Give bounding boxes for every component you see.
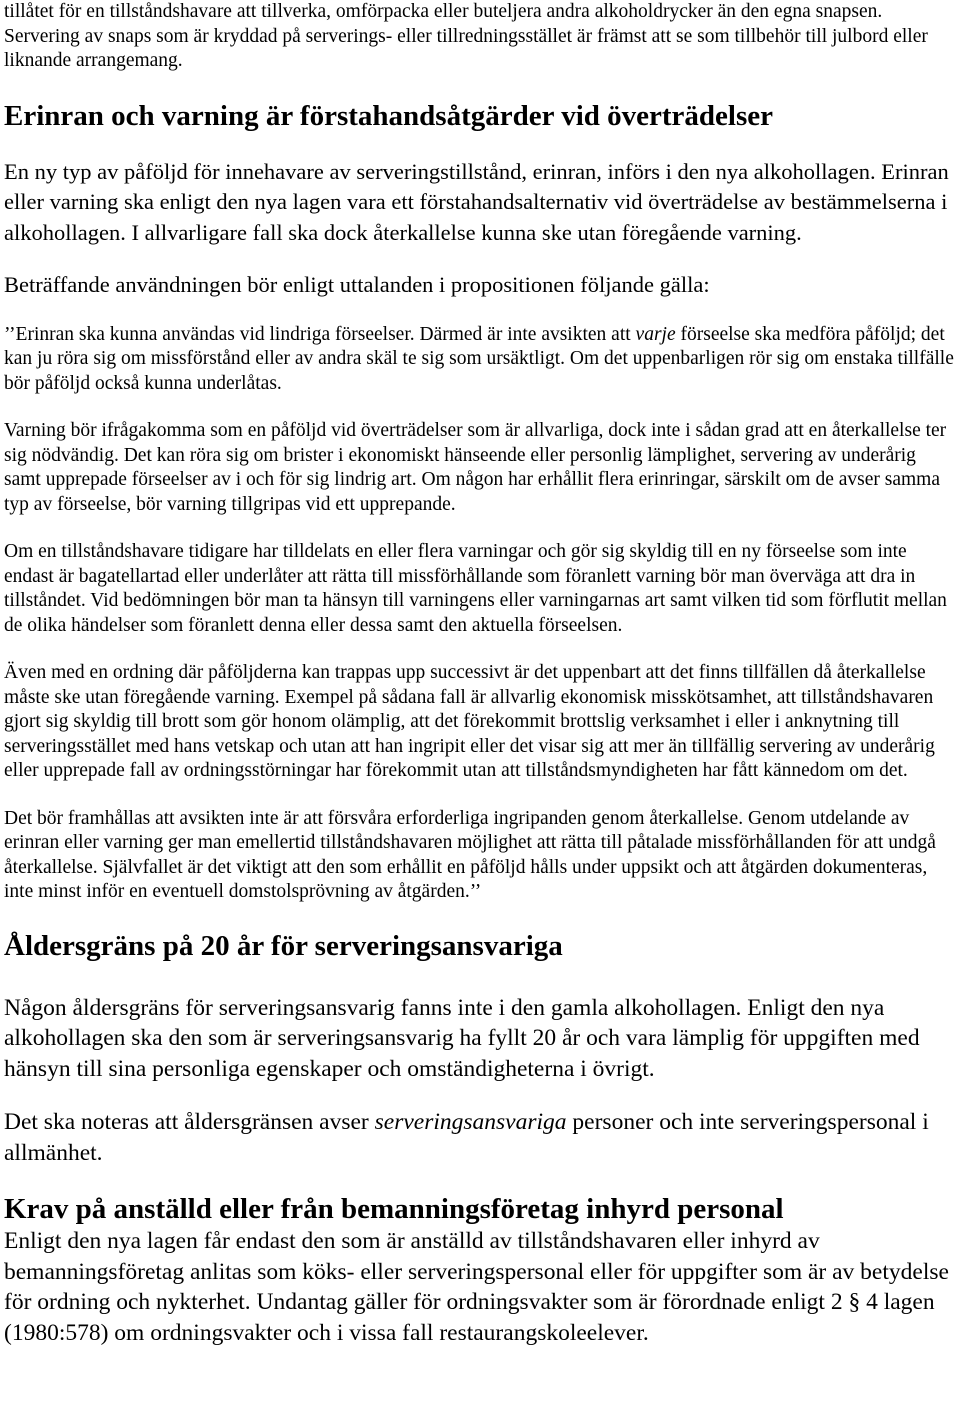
aldersgrans-text-a: Det ska noteras att åldersgränsen avser xyxy=(4,1109,375,1135)
document-page xyxy=(4,0,956,1348)
krav-paragraph-1: Enligt den nya lagen får endast den som är anställd av tillståndshavaren eller inhyrd av bemanningsföretag anlitas som köks- eller serveringspersonal eller för uppgifter som är av betydelse för ordning och nykterhet. Undantag gäller för ordningsvakter som är förordnade enligt 2 § 4 lagen (1980:578) om ordningsvakter och i vissa fall restaurangskoleelever. xyxy=(4,1228,949,1346)
quote-paragraph-4: Även med en ordning där påföljderna kan trappas upp successivt är det uppenbart att det finns tillfällen då återkallelse måste ske utan föregående varning. Exempel på sådana fall är allvarlig ekonomisk misskötsamhet, att tillståndshavaren gjort sig skyldig till brott som gör honom olämplig, att det förekommit brottslig verksamhet i eller i anknytning till serveringsstället med hans vetskap och utan att han ingripit eller det visar sig att mer än tillfällig servering av underårig eller upprepade fall av ordningsstörningar har förekommit utan att tillståndsmyndigheten har fått kännedom om det. xyxy=(4,662,935,781)
erinran-paragraph-2: Beträffande användningen bör enligt uttalanden i propositionen följande gälla: xyxy=(4,272,710,297)
aldersgrans-paragraph-1: Någon åldersgräns för serveringsansvarig fanns inte i den gamla alkohollagen. Enligt den nya alkohollagen ska den som är serveringsansvarig ha fyllt 20 år och vara lämplig för uppgiften med hänsyn till sina personliga egenskaper och omständigheterna i övrigt. xyxy=(4,994,920,1082)
erinran-paragraph-1: En ny typ av påföljd för innehavare av serveringstillstånd, erinran, införs i den nya alkohollagen. Erinran eller varning ska enligt den nya lagen vara ett förstahandsalternativ vid överträdelse av bestämmelserna i alkohollagen. I allvarligare fall ska dock återkallelse kunna ske utan föregående varning. xyxy=(4,158,949,245)
quote-paragraph-3: Om en tillståndshavare tidigare har tilldelats en eller flera varningar och gör sig skyldig till en ny förseelse som inte endast är bagatellartad eller underlåter att rätta till missförhållande som föranlett varning bör man överväga att dra in tillståndet. Vid bedömningen bör man ta hänsyn till varningens eller varningarnas art samt vilken tid som förflutit mellan de olika händelser som föranlett denna eller dessa samt den aktuella förseelsen. xyxy=(4,541,947,636)
quote-paragraph-2: Varning bör ifrågakomma som en påföljd vid överträdelser som är allvarliga, dock inte i sådan grad att en återkallelse ter sig nödvändig. Det kan röra sig om brister i ekonomiskt hänseende eller personlig lämplighet, servering av underårig samt upprepade förseelser av i och för sig lindrig art. Om någon har erhållit flera erinringar, särskilt om de avser samma typ av förseelse, bör varning tillgripas vid ett upprepande. xyxy=(4,420,947,515)
aldersgrans-emphasis: serveringsansvariga xyxy=(374,1109,567,1135)
intro-paragraph: tillåtet för en tillståndshavare att tillverka, omförpacka eller buteljera andra alkoholdrycker än den egna snapsen. Servering av snaps som är kryddad på serverings- eller tillredningsstället är främst att se som tillbehör till julbord eller liknande arrangemang. xyxy=(4,1,928,71)
aldersgrans-paragraph-2 xyxy=(4,1107,956,1168)
section-heading-erinran: Erinran och varning är förstahandsåtgärder vid överträdelser xyxy=(4,99,773,132)
quote-1-text-a: ’’Erinran ska kunna användas vid lindriga förseelser. Därmed är inte avsikten att xyxy=(4,323,636,345)
quote-1-emphasis: varje xyxy=(635,323,676,345)
section-heading-aldersgrans: Åldersgräns på 20 år för serveringsansvariga xyxy=(4,929,563,962)
quote-paragraph-5: Det bör framhållas att avsikten inte är att försvåra erforderliga ingripanden genom återkallelse. Genom utdelande av erinran eller varning ger man emellertid tillståndshavaren möjlighet att rätta till påtalade missförhållanden för att undgå återkallelse. Självfallet är det viktigt att den som erhållit en påföljd hålls under uppsikt och att åtgärden dokumenteras, inte minst inför en eventuell domstolsprövning av åtgärden.’’ xyxy=(4,807,936,902)
quote-1-text-b: förseelse ska medföra påföljd; det kan ju röra sig om missförstånd eller av andra skäl te sig som ursäktligt. Om det uppenbarligen rör sig om enstaka tillfälle bör påföljd också kunna underlåtas. xyxy=(4,323,954,394)
section-heading-krav: Krav på anställd eller från bemanningsföretag inhyrd personal xyxy=(4,1193,784,1225)
aldersgrans-text-b: personer och inte serveringspersonal i allmänhet. xyxy=(4,1109,929,1166)
quote-paragraph-1 xyxy=(4,323,956,397)
